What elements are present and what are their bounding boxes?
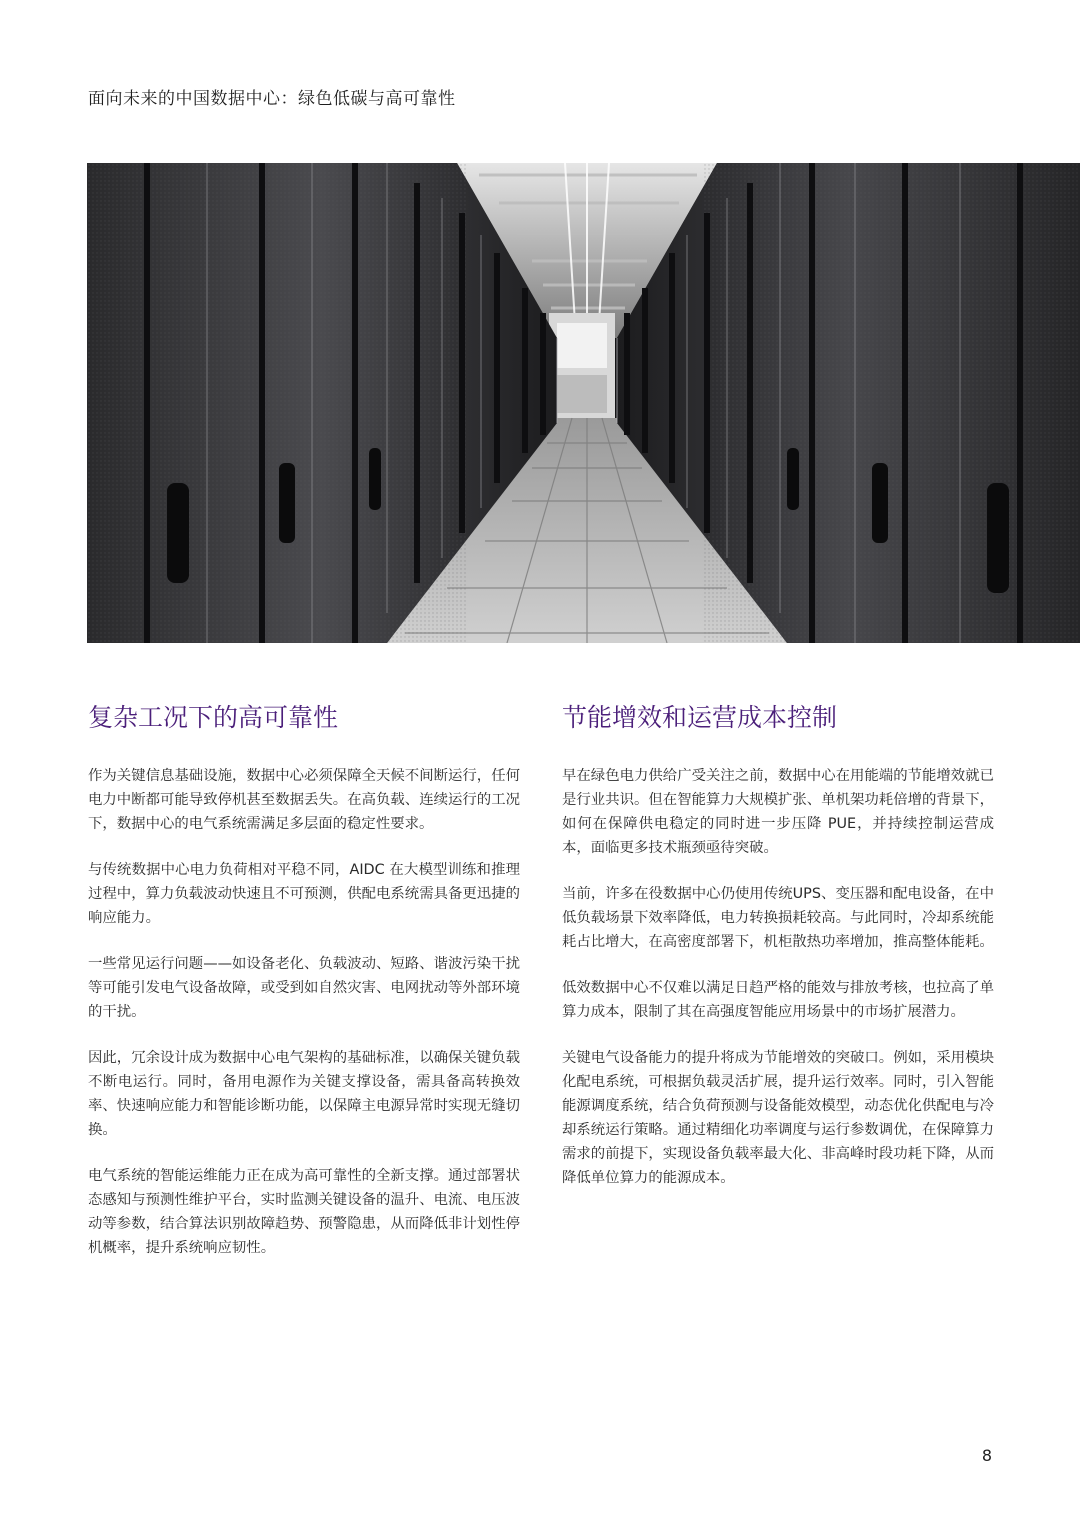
paragraph: 低效数据中心不仅难以满足日趋严格的能效与排放考核，也拉高了单算力成本，限制了其在高强度智能应用场景中的市场扩展潜力。: [562, 980, 994, 1020]
right-column: [562, 700, 994, 1212]
left-column: [88, 700, 520, 1282]
paragraph: 因此，冗余设计成为数据中心电气架构的基础标准，以确保关键负载不断电运行。同时，备用电源作为关键支撑设备，需具备高转换效率、快速响应能力和智能诊断功能，以保障主电源异常时实现无缝切换。: [88, 1050, 520, 1138]
running-header: 面向未来的中国数据中心：绿色低碳与高可靠性: [88, 89, 456, 109]
paragraph: 当前，许多在役数据中心仍使用传统UPS、变压器和配电设备，在中低负载场景下效率降低，电力转换损耗较高。与此同时，冷却系统能耗占比增大，在高密度部署下，机柜散热功率增加，推高整体能耗。: [562, 886, 994, 950]
section-title-reliability: 复杂工况下的高可靠性: [88, 703, 339, 732]
paragraph: 作为关键信息基础设施，数据中心必须保障全天候不间断运行，任何电力中断都可能导致停机甚至数据丢失。在高负载、连续运行的工况下，数据中心的电气系统需满足多层面的稳定性要求。: [88, 768, 520, 832]
datacenter-corridor-photo: [87, 163, 1080, 643]
paragraph: 与传统数据中心电力负荷相对平稳不同，AIDC 在大模型训练和推理过程中，算力负载波动快速且不可预测，供配电系统需具备更迅捷的响应能力。: [88, 862, 520, 926]
paragraph: 电气系统的智能运维能力正在成为高可靠性的全新支撑。通过部署状态感知与预测性维护平台，实时监测关键设备的温升、电流、电压波动等参数，结合算法识别故障趋势、预警隐患，从而降低非计划性停机概率，提升系统响应韧性。: [88, 1168, 520, 1256]
paragraph: 关键电气设备能力的提升将成为节能增效的突破口。例如，采用模块化配电系统，可根据负载灵活扩展，提升运行效率。同时，引入智能能源调度系统，结合负荷预测与设备能效模型，动态优化供配电与冷却系统运行策略。通过精细化功率调度与运行参数调优，在保障算力需求的前提下，实现设备负载率最大化、非高峰时段功耗下降，从而降低单位算力的能源成本。: [562, 1050, 994, 1186]
paragraph: 早在绿色电力供给广受关注之前，数据中心在用能端的节能增效就已是行业共识。但在智能算力大规模扩张、单机架功耗倍增的背景下，如何在保障供电稳定的同时进一步压降 PUE，并持续控制运营成本，面临更多技术瓶颈亟待突破。: [562, 768, 994, 856]
paragraph: 一些常见运行问题——如设备老化、负载波动、短路、谐波污染干扰等可能引发电气设备故障，或受到如自然灾害、电网扰动等外部环境的干扰。: [88, 956, 520, 1020]
page-number: 8: [981, 1446, 992, 1465]
section-title-efficiency: 节能增效和运营成本控制: [562, 703, 838, 732]
